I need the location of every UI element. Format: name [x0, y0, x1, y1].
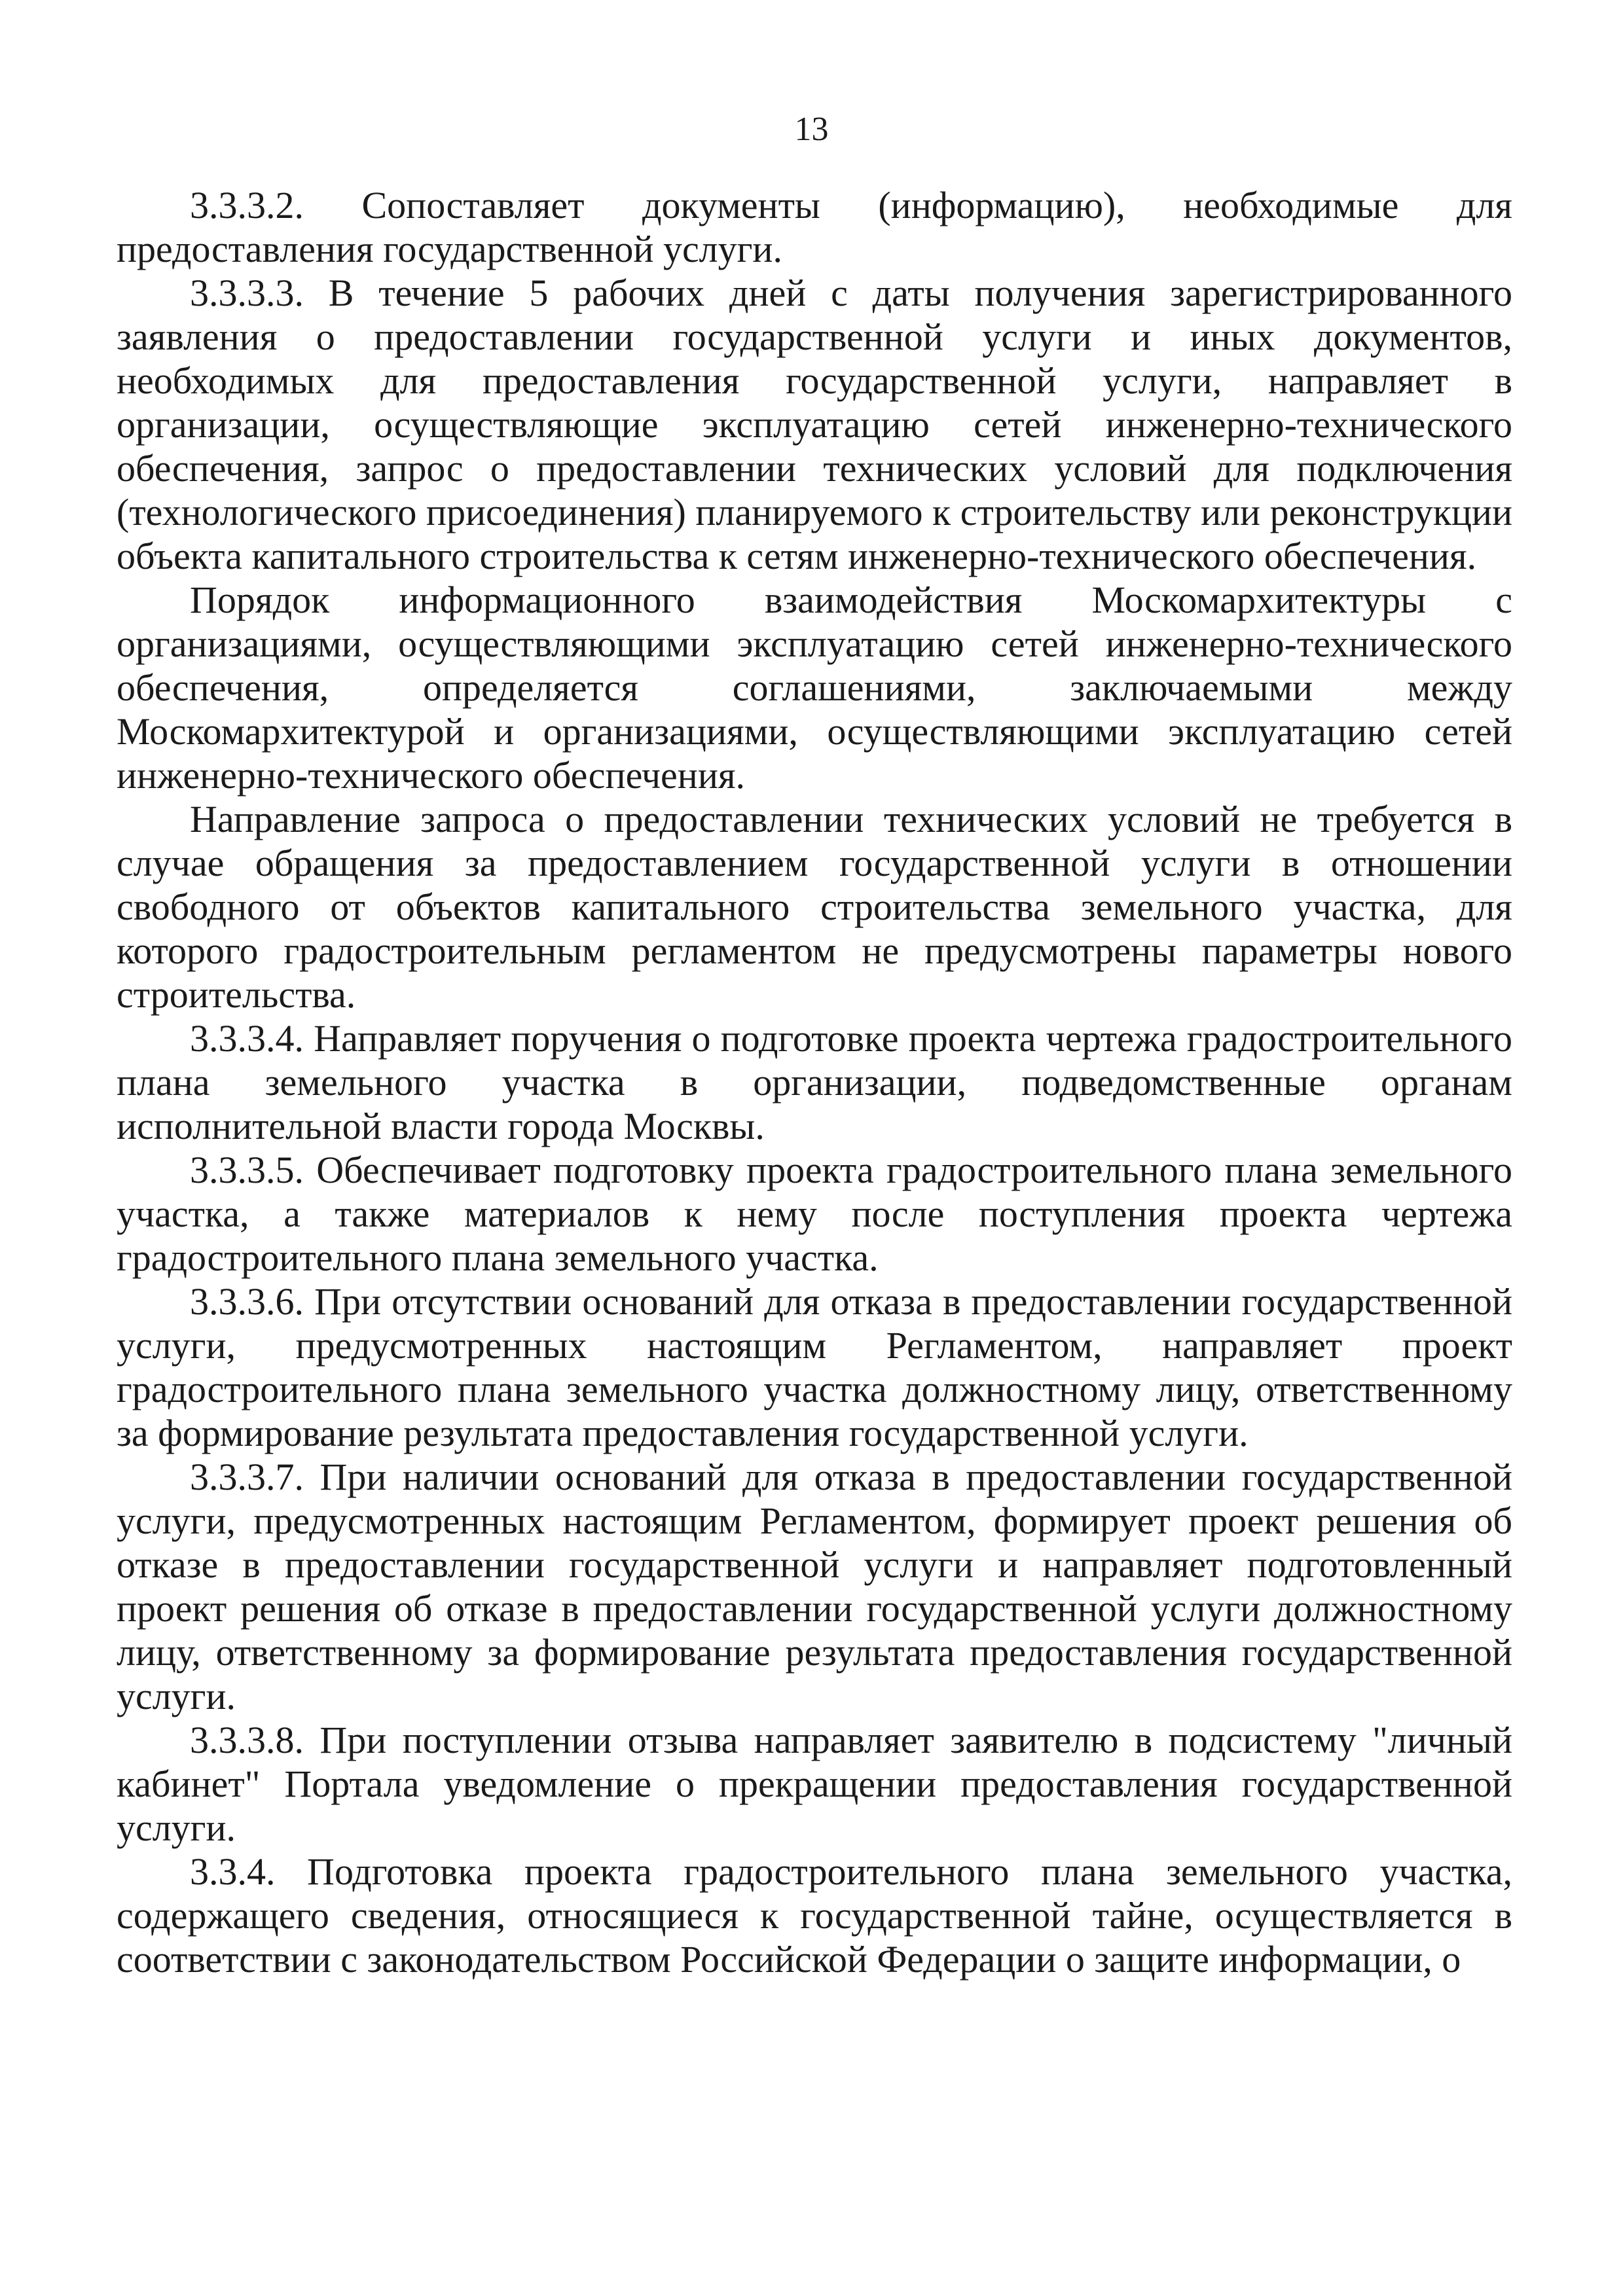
paragraph-3-3-4: 3.3.4. Подготовка проекта градостроительного плана земельного участка, содержащего сведения, относящиеся к государственной тайне, осуществляется в соответствии с законодательством Российской Федерации о защите информации, о: [117, 1850, 1512, 1981]
paragraph-3-3-3-7: 3.3.3.7. При наличии оснований для отказа в предоставлении государственной услуги, предусмотренных настоящим Регламентом, формирует проект решения об отказе в предоставлении государственной услуги и направляет подготовленный проект решения об отказе в предоставлении государственной услуги должностному лицу, ответственному за формирование результата предоставления государственной услуги.: [117, 1456, 1512, 1717]
page-number: 13: [794, 111, 829, 148]
document-body: [117, 183, 1512, 1981]
paragraph-3-3-3-5: 3.3.3.5. Обеспечивает подготовку проекта градостроительного плана земельного участка, а также материалов к нему после поступления проекта чертежа градостроительного плана земельного участка.: [117, 1149, 1512, 1279]
paragraph-3-3-3-8: 3.3.3.8. При поступлении отзыва направляет заявителю в подсистему "личный кабинет" Портала уведомление о прекращении предоставления государственной услуги.: [117, 1719, 1512, 1849]
paragraph-3-3-3-6: 3.3.3.6. При отсутствии оснований для отказа в предоставлении государственной услуги, предусмотренных настоящим Регламентом, направляет проект градостроительного плана земельного участка должностному лицу, ответственному за формирование результата предоставления государственной услуги.: [117, 1280, 1512, 1454]
paragraph-3-3-3-4: 3.3.3.4. Направляет поручения о подготовке проекта чертежа градостроительного плана земельного участка в организации, подведомственные органам исполнительной власти города Москвы.: [117, 1017, 1512, 1147]
paragraph-request-exemption: Направление запроса о предоставлении технических условий не требуется в случае обращения за предоставлением государственной услуги в отношении свободного от объектов капитального строительства земельного участка, для которого градостроительным регламентом не предусмотрены параметры нового строительства.: [117, 798, 1512, 1016]
paragraph-3-3-3-2: 3.3.3.2. Сопоставляет документы (информацию), необходимые для предоставления государственной услуги.: [117, 184, 1512, 270]
paragraph-interaction-order: Порядок информационного взаимодействия Москомархитектуры с организациями, осуществляющими эксплуатацию сетей инженерно-технического обеспечения, определяется соглашениями, заключаемыми между Москомархитектурой и организациями, осуществляющими эксплуатацию сетей инженерно-технического обеспечения.: [117, 579, 1512, 797]
paragraph-3-3-3-3: 3.3.3.3. В течение 5 рабочих дней с даты получения зарегистрированного заявления о предоставлении государственной услуги и иных документов, необходимых для предоставления государственной услуги, направляет в организации, осуществляющие эксплуатацию сетей инженерно-технического обеспечения, запрос о предоставлении технических условий для подключения (технологического присоединения) планируемого к строительству или реконструкции объекта капитального строительства к сетям инженерно-технического обеспечения.: [117, 272, 1512, 577]
